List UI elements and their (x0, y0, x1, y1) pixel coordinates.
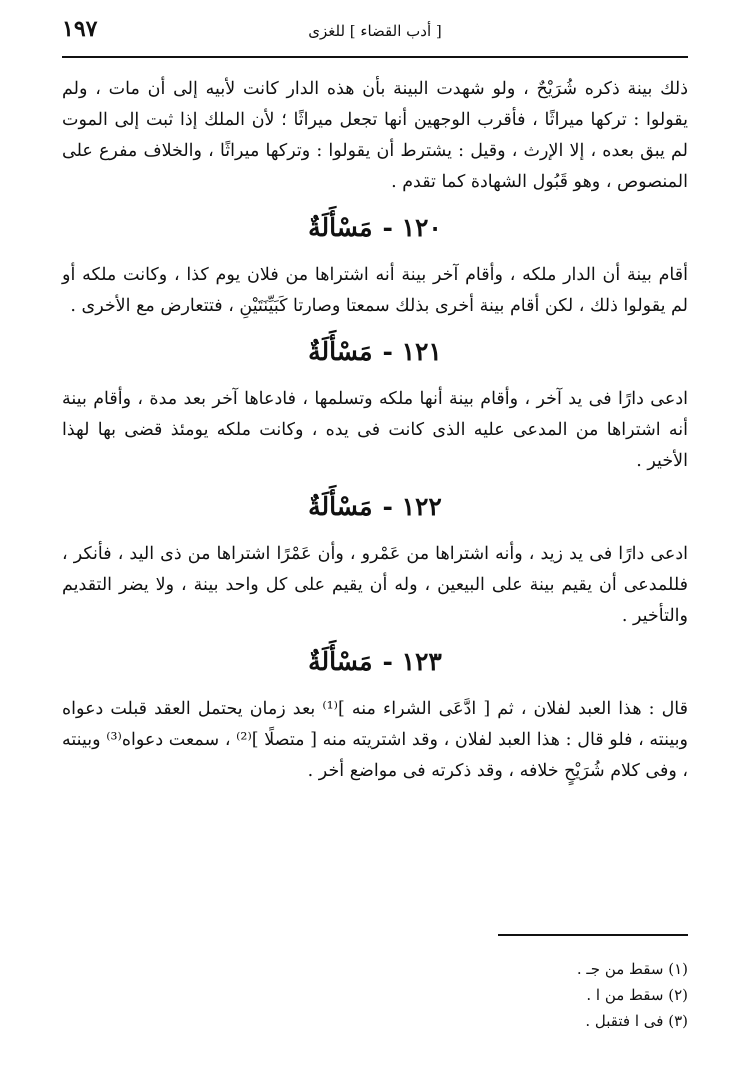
section-title: مَسْأَلَةٌ (308, 647, 373, 676)
paragraph-120: أقام بينة أن الدار ملكه ، وأقام آخر بينة أنه اشتراها من فلان يوم كذا ، وكانت ملكه أو لم يقولوا ذلك ، لكن أقام بينة أخرى بذلك سمعتا وصارتا كَبَيِّنَتَيْنِ ، فتتعارض مع الأخرى . (62, 265, 688, 316)
footnote-2: (٢) سقط من ا . (586, 986, 688, 1004)
body-text (62, 74, 688, 787)
page-number: ١٩٧ (62, 16, 98, 42)
page-header (62, 12, 688, 52)
footnote-3: (٣) فى ا فتقبل . (585, 1012, 688, 1030)
section-heading-123 (62, 642, 688, 682)
footnote-rule (498, 934, 688, 936)
section-heading-120 (62, 208, 688, 248)
paragraph-123: قال : هذا العبد لفلان ، ثم [ ادَّعَى الشراء منه ]⁽¹⁾ بعد زمان يحتمل العقد قبلت دعواه وبينته ، فلو قال : هذا العبد لفلان ، وقد اشتريته منه [ متصلًا ]⁽²⁾ ، سمعت دعواه⁽³⁾ وبينته ، وفى كلام شُرَيْحٍ خلافه ، وقد ذكرته فى مواضع أخر . (62, 699, 688, 781)
paragraph-122: ادعى دارًا فى يد زيد ، وأنه اشتراها من عَمْرو ، وأن عَمْرًا اشتراها من ذى اليد ، فأنكر ، فللمدعى أن يقيم بينة على البيعين ، وله أن يقيم على كل واحد بينة ، ولا يضر التقديم والتأخير . (62, 544, 688, 626)
footnotes (288, 956, 688, 1034)
section-title: مَسْأَلَةٌ (308, 337, 373, 366)
section-heading-122 (62, 487, 688, 527)
section-number: ١٢١ - (382, 337, 442, 366)
section-number: ١٢٢ - (382, 492, 442, 521)
section-number: ١٢٠ - (382, 213, 442, 242)
section-number: ١٢٣ - (382, 647, 442, 676)
header-rule (62, 56, 688, 58)
section-title: مَسْأَلَةٌ (308, 213, 373, 242)
section-title: مَسْأَلَةٌ (308, 492, 373, 521)
paragraph-intro: ذلك بينة ذكره شُرَيْحٌ ، ولو شهدت البينة بأن هذه الدار كانت لأبيه إلى أن مات ، ولم يقولوا : تركها ميراثًا ، فأقرب الوجهين أنها تجعل ميراثًا ؛ لأن الملك إذا ثبت إلى الموت لم يبق بعده ، إلا الإرث ، وقيل : يشترط أن يقولوا : وتركها ميراثًا ، والخلاف مفرع على المنصوص ، وهو قَبُول الشهادة كما تقدم . (62, 79, 688, 192)
section-heading-121 (62, 332, 688, 372)
running-title: [ أدب القضاء ] للغزى (308, 22, 442, 40)
paragraph-121: ادعى دارًا فى يد آخر ، وأقام بينة أنها ملكه وتسلمها ، فادعاها آخر بعد مدة ، وأقام بينة أنه اشتراها من المدعى عليه الذى كانت فى يده ، وكانت ملكه يومئذ قضى بها لهذا الأخير . (62, 389, 688, 471)
footnote-1: (١) سقط من جـ . (576, 960, 688, 978)
